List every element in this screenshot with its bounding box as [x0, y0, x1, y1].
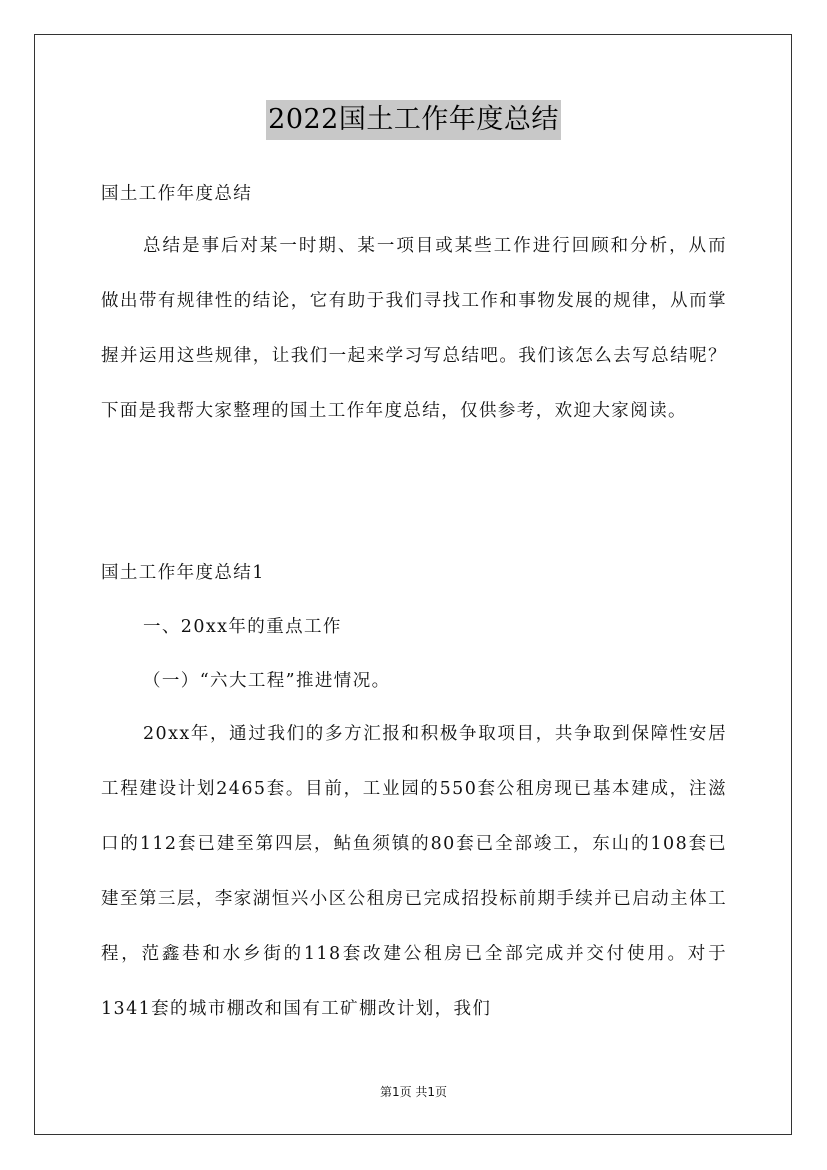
body-paragraph-1: 20xx年，通过我们的多方汇报和积极争取项目，共争取到保障性安居工程建设计划2465套。目前，工业园的550套公租房现已基本建成，注滋口的112套已建至第四层，鲇鱼须镇的80套已全部竣工，东山的108套已建至第三层，李家湖恒兴小区公租房已完成招投标前期手续并已启动主体工程，范鑫巷和水乡街的118套改建公租房已全部完成并交付使用。对于1341套的城市棚改和国有工矿棚改计划，我们 [101, 724, 727, 1019]
section-block [101, 559, 727, 587]
paragraph-1-block [101, 707, 727, 1037]
subtitle-block [101, 180, 727, 208]
page-number: 第1页 共1页 [379, 1085, 448, 1099]
page-footer [0, 1084, 827, 1100]
item-2-block [101, 667, 727, 695]
document-title: 2022国土工作年度总结 [266, 100, 561, 140]
intro-block [101, 219, 727, 439]
section-heading: 国土工作年度总结1 [101, 563, 265, 583]
document-subtitle: 国土工作年度总结 [101, 184, 253, 204]
item-1-block [101, 613, 727, 641]
intro-paragraph: 总结是事后对某一时期、某一项目或某些工作进行回顾和分析，从而做出带有规律性的结论，它有助于我们寻找工作和事物发展的规律，从而掌握并运用这些规律，让我们一起来学习写总结吧。我们该怎么去写总结呢？下面是我帮大家整理的国土工作年度总结，仅供参考，欢迎大家阅读。 [101, 236, 727, 421]
list-item-1: 一、20xx年的重点工作 [143, 617, 342, 637]
title-area [0, 100, 827, 140]
list-item-2: （一）“六大工程”推进情况。 [143, 671, 391, 691]
